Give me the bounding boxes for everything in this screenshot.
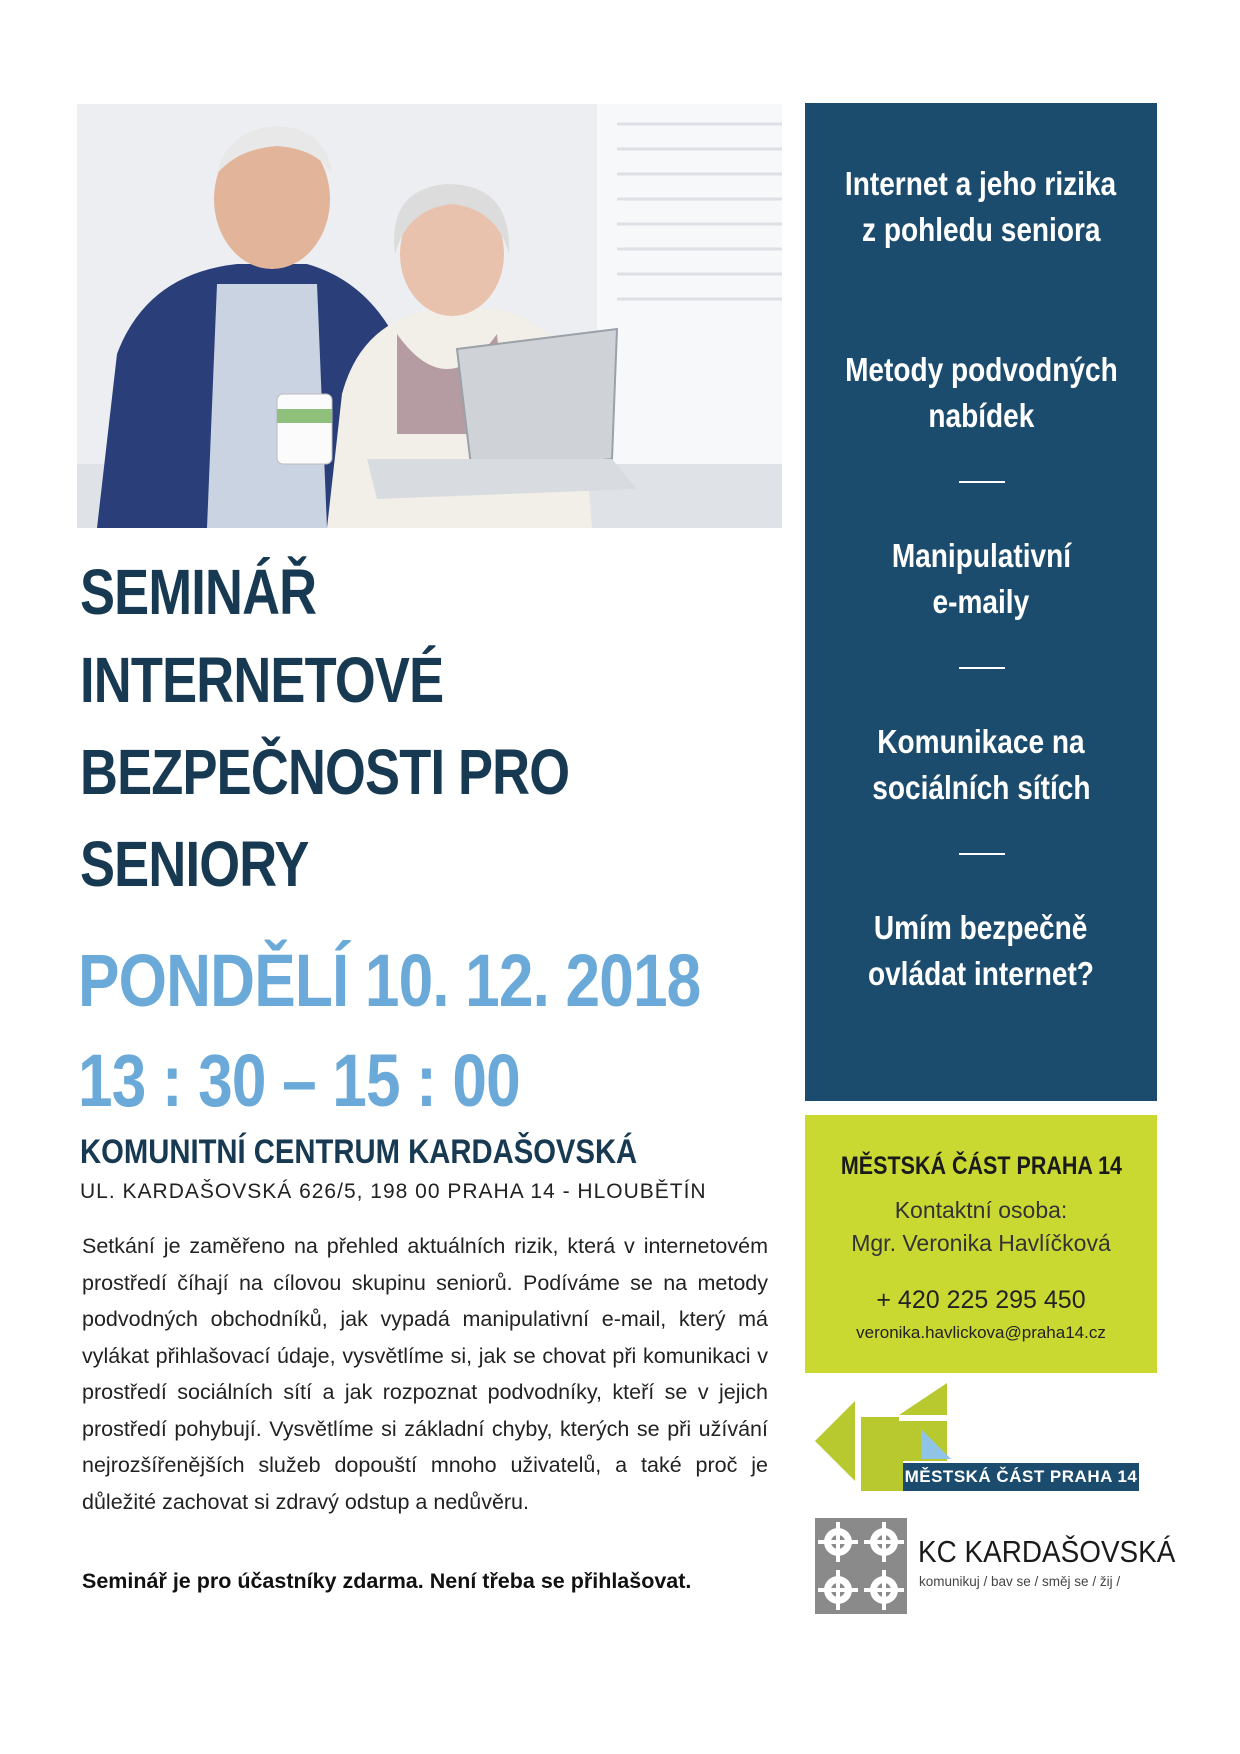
topic-4-line-2: sociálních sítích [871, 769, 1091, 806]
topic-4 [805, 719, 1157, 811]
photo-illustration [77, 104, 782, 528]
topic-divider [959, 667, 1005, 669]
title-line-2: INTERNETOVÉ [80, 644, 444, 716]
praha14-logo [815, 1383, 1155, 1499]
free-entry-note: Seminář je pro účastníky zdarma. Není třeba se přihlašovat. [82, 1569, 692, 1593]
contact-person-label: Kontaktní osoba: [894, 1197, 1068, 1223]
topic-1-line-1: Internet a jeho rizika [845, 165, 1117, 202]
seniors-with-laptop-photo [77, 104, 782, 528]
topic-5-line-1: Umím bezpečně [874, 909, 1088, 946]
event-address: UL. KARDAŠOVSKÁ 626/5, 198 00 PRAHA 14 - HLOUBĚTÍN [80, 1180, 707, 1203]
kc-logo-title: KC KARDAŠOVSKÁ [918, 1534, 1176, 1569]
topic-4-line-1: Komunikace na [877, 723, 1085, 760]
topic-3 [805, 533, 1157, 625]
topic-3-line-1: Manipulativní [891, 537, 1071, 574]
topic-divider [959, 481, 1005, 483]
contact-email[interactable]: veronika.havlickova@praha14.cz [856, 1323, 1106, 1342]
topic-1-line-2: z pohledu seniora [861, 211, 1101, 248]
topic-divider [959, 853, 1005, 855]
praha14-logo-label: MĚSTSKÁ ČÁST PRAHA 14 [903, 1463, 1139, 1491]
contact-panel [805, 1115, 1157, 1373]
event-date: PONDĚLÍ 10. 12. 2018 [78, 939, 701, 1022]
contact-person-name: Mgr. Veronika Havlíčková [851, 1230, 1111, 1256]
topics-panel [805, 103, 1157, 1101]
contact-phone: + 420 225 295 450 [876, 1286, 1086, 1314]
kc-logo-tagline: komunikuj / bav se / směj se / žij / [919, 1574, 1121, 1589]
topic-1 [805, 161, 1157, 253]
title-line-1: SEMINÁŘ [80, 556, 317, 628]
event-time: 13 : 30 – 15 : 00 [78, 1039, 520, 1122]
title-line-3: BEZPEČNOSTI PRO [80, 736, 570, 808]
contact-organization-text: MĚSTSKÁ ČÁST PRAHA 14 [840, 1152, 1122, 1180]
kc-kardasovska-logo [815, 1518, 1176, 1614]
topic-2 [805, 347, 1157, 439]
gears-icon [815, 1518, 907, 1614]
seminar-description: Setkání je zaměřeno na přehled aktuálních rizik, která v internetovém prostředí číhají na cílovou skupinu seniorů. Podíváme se na metody podvodných obchodníků, jak vypadá manipulativní e-mail, který má vylákat přihlašovací údaje, vysvětlíme si, jak se chovat při komunikaci v prostředí sociálních sítí a jak rozpoznat podvodníky, kteří se v jejich prostředí pohybují. Vysvětlíme si základní chyby, kterých se při užívání nejrozšířenějších služeb dopouští mnoho uživatelů, a také proč je důležité zachovat si zdravý odstup a nedůvěru. [82, 1234, 768, 1514]
title-line-4: SENIORY [80, 828, 309, 900]
contact-organization [805, 1152, 1157, 1181]
topic-2-line-1: Metody podvodných [844, 351, 1118, 388]
topic-2-line-2: nabídek [927, 397, 1034, 434]
topic-3-line-2: e-maily [932, 583, 1030, 620]
topic-5 [805, 905, 1157, 997]
topic-5-line-2: ovládat internet? [868, 955, 1094, 992]
event-venue: KOMUNITNÍ CENTRUM KARDAŠOVSKÁ [80, 1133, 638, 1171]
